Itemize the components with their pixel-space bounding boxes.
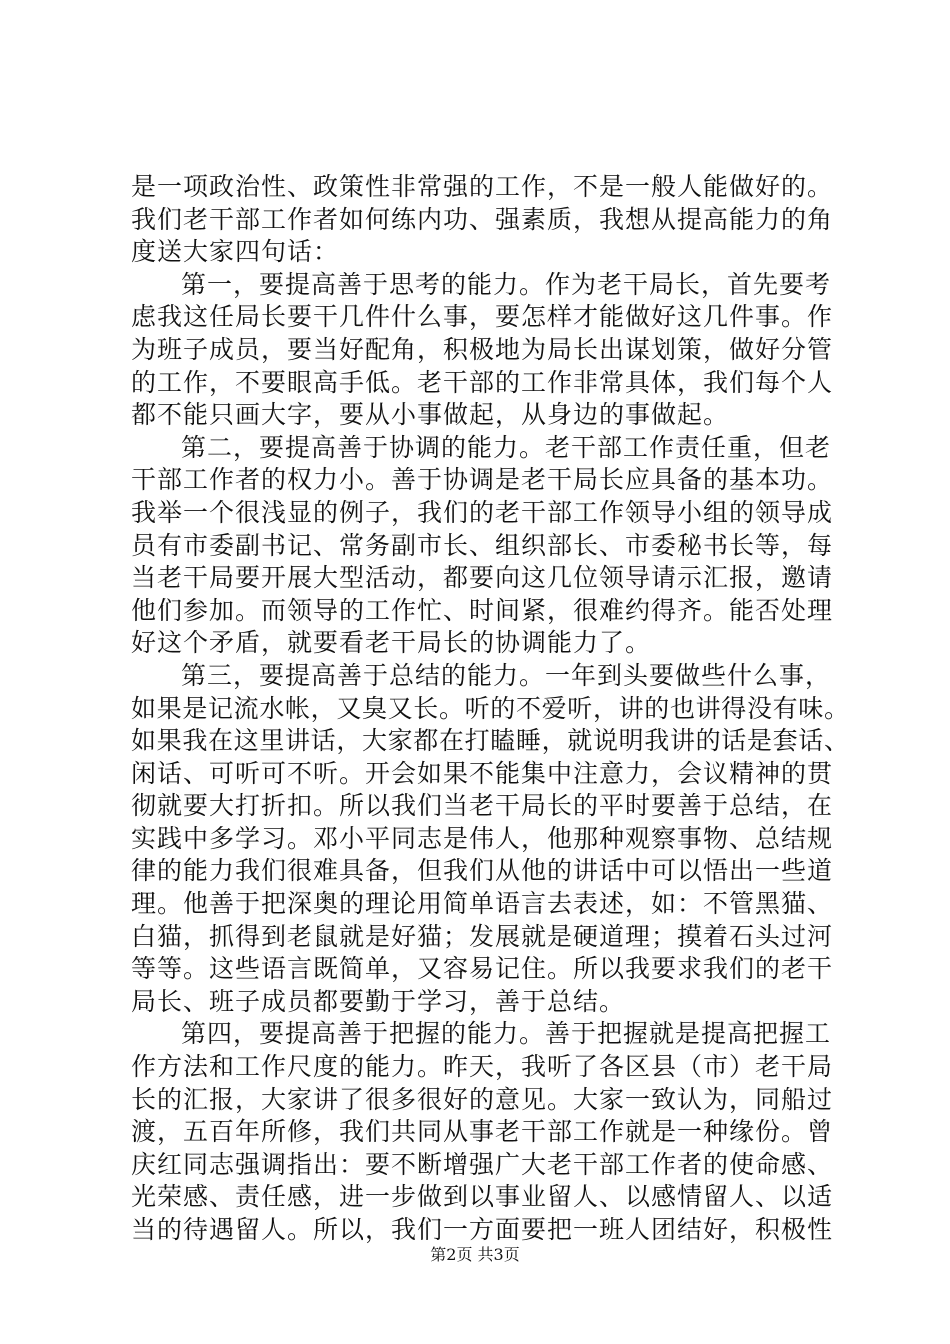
text-line: 都不能只画大字，要从小事做起，从身边的事做起。	[131, 400, 730, 430]
text-line: 的工作，不要眼高手低。老干部的工作非常具体，我们每个人	[131, 367, 834, 397]
text-line: 渡，五百年所修，我们共同从事老干部工作就是一种缘份。曾	[131, 1117, 834, 1147]
text-line: 是一项政治性、政策性非常强的工作，不是一般人能做好的。	[131, 172, 834, 201]
text-line: 第一，要提高善于思考的能力。作为老干局长，首先要考	[181, 269, 832, 299]
text-line: 等等。这些语言既简单，又容易记住。所以我要求我们的老干	[131, 954, 834, 984]
text-line: 好这个矛盾，就要看老干局长的协调能力了。	[131, 628, 652, 658]
text-line: 我们老干部工作者如何练内功、强素质，我想从提高能力的角	[131, 204, 834, 234]
text-line: 当老干局要开展大型活动，都要向这几位领导请示汇报，邀请	[131, 563, 834, 593]
text-line: 白猫，抓得到老鼠就是好猫；发展就是硬道理；摸着石头过河	[131, 921, 834, 951]
text-line: 局长、班子成员都要勤于学习，善于总结。	[131, 986, 626, 1016]
text-line: 干部工作者的权力小。善于协调是老干局长应具备的基本功。	[131, 465, 834, 495]
page-footer: 第2页 共3页	[430, 1245, 520, 1264]
text-line: 庆红同志强调指出：要不断增强广大老干部工作者的使命感、	[131, 1149, 834, 1179]
text-line: 第四，要提高善于把握的能力。善于把握就是提高把握工	[181, 1019, 832, 1049]
text-line: 彻就要大打折扣。所以我们当老干局长的平时要善于总结，在	[131, 791, 834, 821]
text-line: 员有市委副书记、常务副市长、组织部长、市委秘书长等，每	[131, 530, 834, 560]
text-line: 作方法和工作尺度的能力。昨天，我听了各区县（市）老干局	[131, 1052, 834, 1082]
text-line: 如果是记流水帐，又臭又长。听的不爱听，讲的也讲得没有味。	[131, 693, 850, 723]
text-line: 律的能力我们很难具备，但我们从他的讲话中可以悟出一些道	[131, 856, 834, 886]
text-line: 他们参加。而领导的工作忙、时间紧，很难约得齐。能否处理	[131, 595, 834, 625]
text-line: 虑我这任局长要干几件什么事，要怎样才能做好这几件事。作	[131, 302, 834, 332]
text-line: 闲话、可听可不听。开会如果不能集中注意力，会议精神的贯	[131, 758, 834, 788]
document-body	[131, 171, 851, 1247]
text-line: 为班子成员，要当好配角，积极地为局长出谋划策，做好分管	[131, 334, 834, 364]
text-line: 第三，要提高善于总结的能力。一年到头要做些什么事，	[181, 660, 832, 690]
text-line: 如果我在这里讲话，大家都在打瞌睡，就说明我讲的话是套话、	[131, 726, 850, 756]
text-line: 理。他善于把深奥的理论用简单语言去表述，如：不管黑猫、	[131, 889, 834, 919]
text-line: 长的汇报，大家讲了很多很好的意见。大家一致认为，同船过	[131, 1084, 834, 1114]
text-line: 度送大家四句话：	[131, 237, 340, 267]
text-line: 第二，要提高善于协调的能力。老干部工作责任重，但老	[181, 432, 832, 462]
text-line: 光荣感、责任感，进一步做到以事业留人、以感情留人、以适	[131, 1182, 834, 1212]
text-line: 当的待遇留人。所以，我们一方面要把一班人团结好，积极性	[131, 1215, 834, 1244]
text-line: 我举一个很浅显的例子，我们的老干部工作领导小组的领导成	[131, 497, 834, 527]
text-line: 实践中多学习。邓小平同志是伟人，他那种观察事物、总结规	[131, 823, 834, 853]
